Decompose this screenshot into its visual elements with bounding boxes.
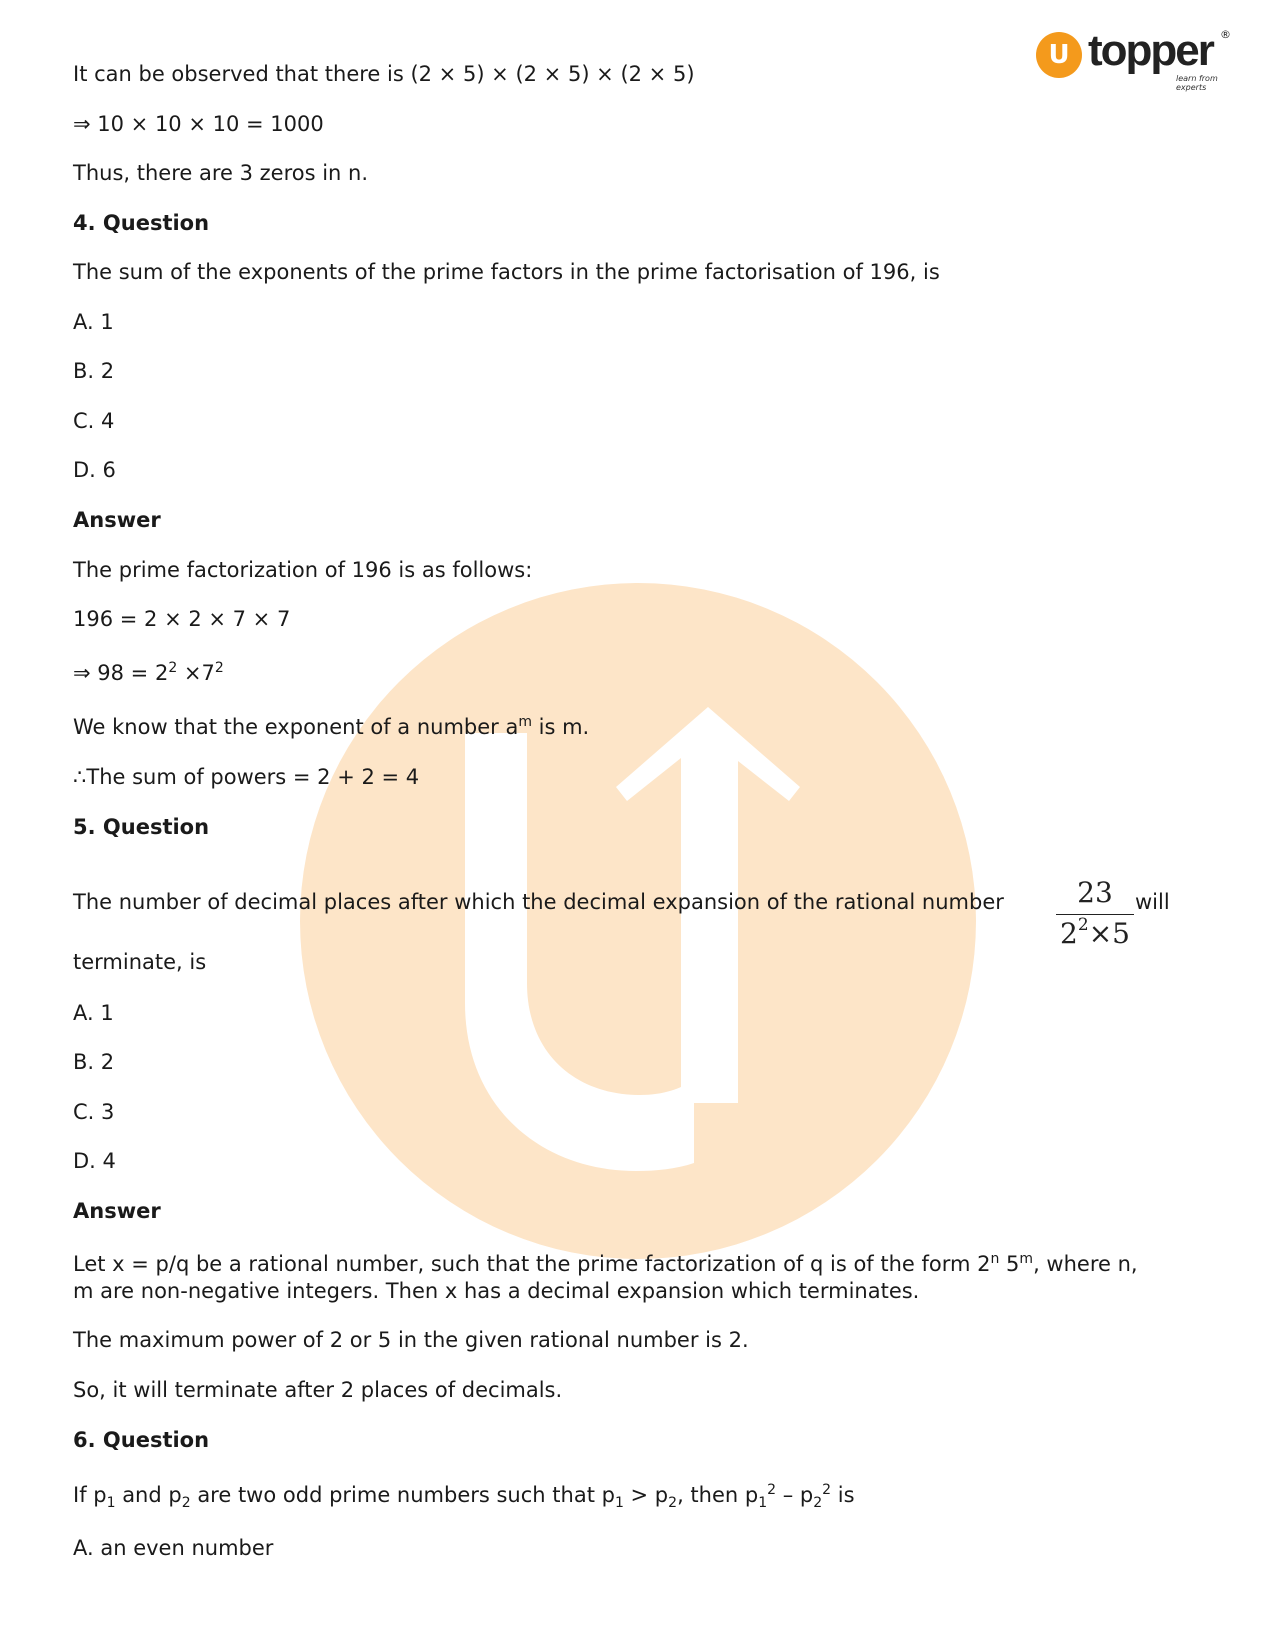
topper-logo xyxy=(1036,26,1236,92)
option: B. 2 xyxy=(73,1050,115,1074)
watermark-logo xyxy=(300,583,976,1259)
text-line: Thus, there are 3 zeros in n. xyxy=(73,161,369,185)
option: C. 3 xyxy=(73,1100,115,1124)
option: D. 4 xyxy=(73,1149,116,1173)
fraction-bar xyxy=(1056,914,1134,915)
text-line: It can be observed that there is (2 × 5) × (2 × 5) × (2 × 5) xyxy=(73,62,695,86)
answer-text: Let x = p/q be a rational number, such that the prime factorization of q is of the form 2$^n$ 5$^m$, where n, xyxy=(73,1251,1138,1276)
option: A. 1 xyxy=(73,310,114,334)
question-text: If $p_1$ and $p_2$ are two odd prime numbers such that $p_1 > p_2$, then $p_1^2 - p_2^2$ is xyxy=(73,1482,855,1511)
answer-text: So, it will terminate after 2 places of decimals. xyxy=(73,1378,563,1402)
answer-heading: Answer xyxy=(73,1199,161,1223)
question-heading: 4. Question xyxy=(73,211,210,235)
option: D. 6 xyxy=(73,458,116,482)
question-text: The sum of the exponents of the prime factors in the prime factorisation of 196, is xyxy=(73,260,940,284)
text-line: ⇒ 10 × 10 × 10 = 1000 xyxy=(73,112,324,136)
logo-wordmark: topper xyxy=(1088,26,1213,75)
answer-text: The maximum power of 2 or 5 in the given rational number is 2. xyxy=(73,1328,749,1352)
question-heading: 5. Question xyxy=(73,815,210,839)
registered-mark: ® xyxy=(1220,28,1231,41)
option: A. 1 xyxy=(73,1001,114,1025)
question-text-end: will xyxy=(1135,890,1170,914)
answer-text: The prime factorization of 196 is as follows: xyxy=(73,558,533,582)
answer-equation: ⇒ $98 = 2^2 \times 7^2$ xyxy=(73,660,224,685)
fraction-numerator: 23 xyxy=(1077,876,1113,909)
rational-fraction xyxy=(1056,876,1134,951)
question-text: terminate, is xyxy=(73,950,207,974)
fraction-denominator: $2^2\times 5$ xyxy=(1060,915,1130,950)
answer-heading: Answer xyxy=(73,508,161,532)
question-text: The number of decimal places after which the decimal expansion of the rational number xyxy=(73,890,1004,914)
option: A. an even number xyxy=(73,1536,274,1560)
answer-text: m are non-negative integers. Then x has a decimal expansion which terminates. xyxy=(73,1279,920,1303)
logo-tagline: learn from experts xyxy=(1176,74,1218,92)
option: C. 4 xyxy=(73,409,115,433)
answer-text: 196 = 2 × 2 × 7 × 7 xyxy=(73,607,291,631)
logo-u-icon: U xyxy=(1036,32,1082,78)
answer-text: ∴The sum of powers = 2 + 2 = 4 xyxy=(73,765,420,789)
option: B. 2 xyxy=(73,359,115,383)
question-heading: 6. Question xyxy=(73,1428,210,1452)
answer-text: We know that the exponent of a number $a^m$ is m. xyxy=(73,714,590,739)
